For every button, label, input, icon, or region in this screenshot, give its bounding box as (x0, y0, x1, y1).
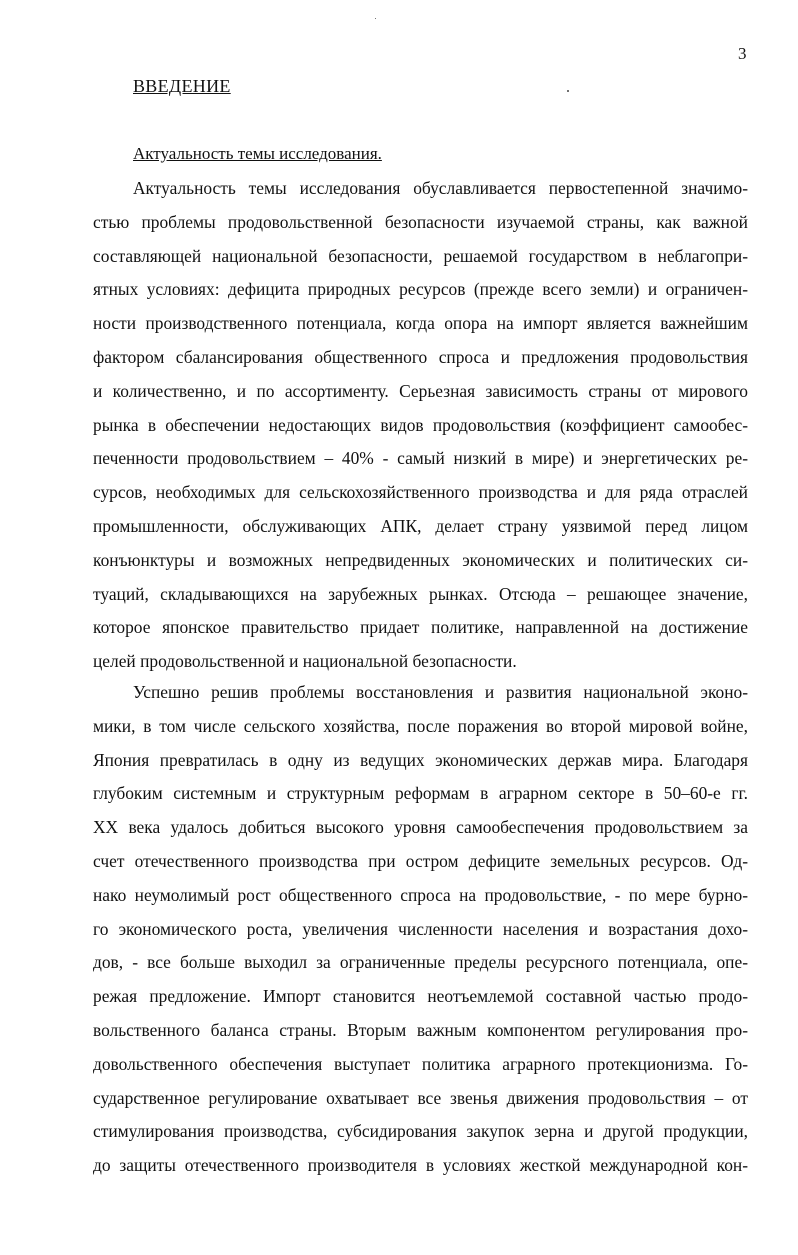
paragraph-line: стью проблемы продовольственной безопасности изучаемой страны, как важной (93, 211, 748, 232)
section-heading: ВВЕДЕНИЕ (133, 76, 231, 96)
paragraph-line: довольственного обеспечения выступает политика аграрного протекционизма. Го- (93, 1053, 748, 1074)
paragraph-line: Успешно решив проблемы восстановления и развития национальной эконо- (133, 682, 748, 702)
subsection-heading: Актуальность темы исследования. (133, 144, 382, 163)
paragraph-line: нако неумолимый рост общественного спроса на продовольствие, - по мере бурно- (93, 884, 748, 905)
paragraph-1 (93, 172, 748, 679)
paragraph-line: режая предложение. Импорт становится неотъемлемой составной частью продо- (93, 986, 748, 1007)
paragraph-line: печенности продовольствием – 40% - самый низкий в мире) и энергетических ре- (93, 448, 748, 469)
paragraph-line: сударственное регулирование охватывает все звенья движения продовольствия – от (93, 1087, 748, 1108)
paragraph-line: целей продовольственной и национальной безопасности. (93, 651, 517, 672)
paragraph-line: конъюнктуры и возможных непредвиденных экономических и политических си- (93, 549, 748, 570)
page-number: 3 (738, 44, 747, 63)
paragraph-line: го экономического роста, увеличения численности населения и возрастания дохо- (93, 918, 748, 939)
paragraph-2 (93, 676, 748, 1183)
paragraph-line: составляющей национальной безопасности, решаемой государством в неблагопри- (93, 245, 748, 266)
paragraph-line: Япония превратилась в одну из ведущих экономических держав мира. Благодаря (93, 749, 748, 770)
scan-speck (375, 18, 376, 19)
paragraph-line: стимулирования производства, субсидирования закупок зерна и другой продукции, (93, 1121, 748, 1142)
paragraph-line: мики, в том числе сельского хозяйства, после поражения во второй мировой войне, (93, 715, 748, 736)
paragraph-line: вольственного баланса страны. Вторым важным компонентом регулирования про- (93, 1019, 748, 1040)
paragraph-line: глубоким системным и структурным реформам в аграрном секторе в 50–60-е гг. (93, 783, 748, 804)
paragraph-line: фактором сбалансирования общественного спроса и предложения продовольствия (93, 346, 748, 367)
paragraph-line: ятных условиях: дефицита природных ресурсов (прежде всего земли) и ограничен- (93, 279, 748, 300)
paragraph-line: XX века удалось добиться высокого уровня самообеспечения продовольствием за (93, 817, 748, 838)
scan-speck (567, 90, 569, 92)
paragraph-line: туаций, складывающихся на зарубежных рынках. Отсюда – решающее значение, (93, 583, 748, 604)
paragraph-line: до защиты отечественного производителя в условиях жесткой международной кон- (93, 1155, 748, 1176)
paragraph-line: рынка в обеспечении недостающих видов продовольствия (коэффициент самообес- (93, 414, 748, 435)
paragraph-line: промышленности, обслуживающих АПК, делает страну уязвимой перед лицом (93, 515, 748, 536)
paragraph-line: сурсов, необходимых для сельскохозяйственного производства и для ряда отраслей (93, 482, 748, 503)
paragraph-line: которое японское правительство придает политике, направленной на достижение (93, 617, 748, 638)
paragraph-line: Актуальность темы исследования обуславливается первостепенной значимо- (133, 178, 748, 198)
paragraph-line: дов, - все больше выходил за ограниченные пределы ресурсного потенциала, опе- (93, 952, 748, 973)
paragraph-line: счет отечественного производства при остром дефиците земельных ресурсов. Од- (93, 850, 748, 871)
paragraph-line: и количественно, и по ассортименту. Серьезная зависимость страны от мирового (93, 380, 748, 401)
paragraph-line: ности производственного потенциала, когда опора на импорт является важнейшим (93, 313, 748, 334)
